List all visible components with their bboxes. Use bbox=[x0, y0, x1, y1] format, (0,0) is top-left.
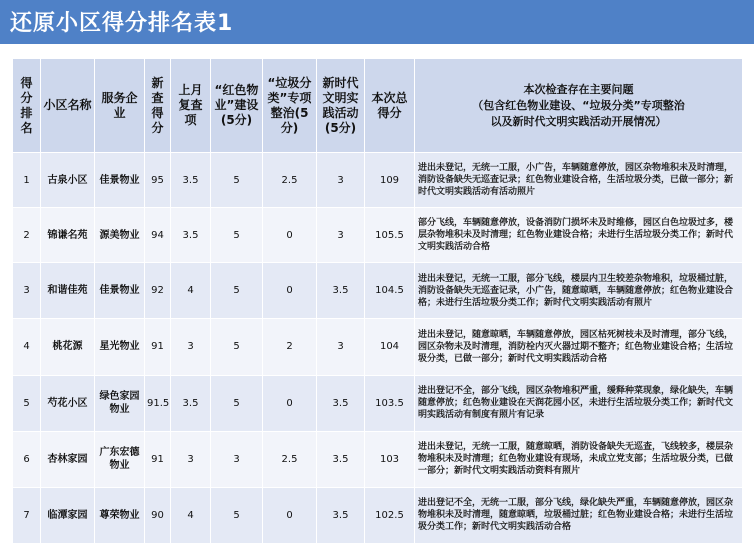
cell-issues: 进出登记不全，无统一工服，部分飞线，绿化缺失严重，车辆随意停放，园区杂物堆积未及时清理，随意晾晒，垃圾桶过脏；红色物业建设合格；未进行生活垃圾分类工作；新时代文明实践活动合格 bbox=[415, 487, 743, 543]
cell-name: 芍花小区 bbox=[41, 375, 95, 431]
cell-company: 星光物业 bbox=[95, 319, 145, 375]
cell-civilization: 3.5 bbox=[317, 263, 365, 319]
cell-total: 104.5 bbox=[365, 263, 415, 319]
cell-last-month: 3.5 bbox=[171, 153, 211, 208]
cell-total: 104 bbox=[365, 319, 415, 375]
cell-issues: 部分飞线，车辆随意停放，设备消防门损坏未及时维修，园区白色垃圾过多，楼层杂物堆积未及时清理；红色物业建设合格；未进行生活垃圾分类工作；新时代文明实践活动合格 bbox=[415, 208, 743, 263]
header-garbage: “垃圾分类”专项整治(5分) bbox=[263, 59, 317, 153]
header-issues-line1: 本次检查存在主要问题 bbox=[523, 82, 634, 96]
cell-total: 109 bbox=[365, 153, 415, 208]
cell-last-month: 3.5 bbox=[171, 375, 211, 431]
table-row bbox=[13, 319, 743, 375]
cell-new-score: 91 bbox=[145, 319, 171, 375]
cell-rank: 6 bbox=[13, 431, 41, 487]
cell-name: 桃花源 bbox=[41, 319, 95, 375]
cell-garbage: 2.5 bbox=[263, 431, 317, 487]
cell-garbage: 2 bbox=[263, 319, 317, 375]
cell-company: 绿色家园物业 bbox=[95, 375, 145, 431]
cell-new-score: 92 bbox=[145, 263, 171, 319]
cell-name: 古泉小区 bbox=[41, 153, 95, 208]
cell-rank: 2 bbox=[13, 208, 41, 263]
cell-garbage: 0 bbox=[263, 375, 317, 431]
cell-red-property: 3 bbox=[211, 431, 263, 487]
cell-civilization: 3.5 bbox=[317, 487, 365, 543]
title-bar bbox=[0, 0, 754, 44]
cell-last-month: 3.5 bbox=[171, 208, 211, 263]
page-title: 还原小区得分排名表1 bbox=[10, 11, 234, 36]
header-issues-line3: 以及新时代文明实践活动开展情况） bbox=[490, 114, 667, 128]
cell-garbage: 0 bbox=[263, 263, 317, 319]
header-red-property: “红色物业”建设(5分) bbox=[211, 59, 263, 153]
cell-name: 锦谦名苑 bbox=[41, 208, 95, 263]
cell-name: 杏林家园 bbox=[41, 431, 95, 487]
cell-civilization: 3 bbox=[317, 153, 365, 208]
table-row bbox=[13, 487, 743, 543]
cell-last-month: 4 bbox=[171, 263, 211, 319]
cell-rank: 1 bbox=[13, 153, 41, 208]
table-row bbox=[13, 153, 743, 208]
header-row bbox=[13, 59, 743, 153]
header-last-month: 上月复查项 bbox=[171, 59, 211, 153]
cell-total: 103.5 bbox=[365, 375, 415, 431]
table-row bbox=[13, 263, 743, 319]
header-name: 小区名称 bbox=[41, 59, 95, 153]
cell-company: 佳景物业 bbox=[95, 263, 145, 319]
cell-garbage: 0 bbox=[263, 487, 317, 543]
cell-company: 佳景物业 bbox=[95, 153, 145, 208]
cell-new-score: 91 bbox=[145, 431, 171, 487]
cell-rank: 5 bbox=[13, 375, 41, 431]
cell-new-score: 90 bbox=[145, 487, 171, 543]
cell-garbage: 2.5 bbox=[263, 153, 317, 208]
header-total: 本次总得分 bbox=[365, 59, 415, 153]
cell-garbage: 0 bbox=[263, 208, 317, 263]
cell-last-month: 3 bbox=[171, 319, 211, 375]
cell-civilization: 3.5 bbox=[317, 375, 365, 431]
cell-rank: 3 bbox=[13, 263, 41, 319]
cell-issues: 进出未登记，无统一工服，随意晾晒，消防设备缺失无巡查，飞线较多，楼层杂物堆积未及时清理；红色物业建设有现场，未成立党支部；生活垃圾分类，已做一部分；新时代文明实践活动资料有照片 bbox=[415, 431, 743, 487]
cell-new-score: 94 bbox=[145, 208, 171, 263]
cell-new-score: 91.5 bbox=[145, 375, 171, 431]
table-row bbox=[13, 208, 743, 263]
cell-issues: 进出未登记，随意晾晒，车辆随意停放，园区枯死树枝未及时清理，部分飞线，园区杂物未及时清理，消防栓内灭火器过期不整齐；红色物业建设合格；生活垃圾分类，已做一部分；新时代文明实践活动合格 bbox=[415, 319, 743, 375]
cell-last-month: 3 bbox=[171, 431, 211, 487]
table-row bbox=[13, 375, 743, 431]
cell-name: 临潭家园 bbox=[41, 487, 95, 543]
cell-red-property: 5 bbox=[211, 375, 263, 431]
cell-civilization: 3 bbox=[317, 208, 365, 263]
header-issues bbox=[415, 59, 743, 153]
header-civilization: 新时代文明实践活动(5分) bbox=[317, 59, 365, 153]
cell-company: 源美物业 bbox=[95, 208, 145, 263]
ranking-table bbox=[12, 58, 743, 544]
cell-red-property: 5 bbox=[211, 487, 263, 543]
header-new-score: 新查得分 bbox=[145, 59, 171, 153]
cell-company: 广东宏德物业 bbox=[95, 431, 145, 487]
cell-red-property: 5 bbox=[211, 263, 263, 319]
cell-red-property: 5 bbox=[211, 153, 263, 208]
table-row bbox=[13, 431, 743, 487]
cell-last-month: 4 bbox=[171, 487, 211, 543]
cell-total: 105.5 bbox=[365, 208, 415, 263]
cell-red-property: 5 bbox=[211, 208, 263, 263]
cell-rank: 7 bbox=[13, 487, 41, 543]
cell-company: 尊荣物业 bbox=[95, 487, 145, 543]
cell-red-property: 5 bbox=[211, 319, 263, 375]
cell-civilization: 3.5 bbox=[317, 431, 365, 487]
cell-civilization: 3 bbox=[317, 319, 365, 375]
cell-name: 和谐佳苑 bbox=[41, 263, 95, 319]
cell-rank: 4 bbox=[13, 319, 41, 375]
cell-issues: 进出未登记，无统一工服，小广告，车辆随意停放，园区杂物堆积未及时清理，消防设备缺失无巡查记录；红色物业建设合格，生活垃圾分类，已做一部分；新时代文明实践活动有活动照片 bbox=[415, 153, 743, 208]
header-rank: 得分排名 bbox=[13, 59, 41, 153]
cell-total: 103 bbox=[365, 431, 415, 487]
header-company: 服务企业 bbox=[95, 59, 145, 153]
cell-new-score: 95 bbox=[145, 153, 171, 208]
cell-issues: 进出未登记，无统一工服，部分飞线，楼层内卫生较差杂物堆积，垃圾桶过脏，消防设备缺失无巡查记录，小广告，随意晾晒，车辆随意停放；红色物业建设合格；未进行生活垃圾分类工作；新时代文明实践活动有照片 bbox=[415, 263, 743, 319]
cell-total: 102.5 bbox=[365, 487, 415, 543]
header-issues-line2: （包含红色物业建设、“垃圾分类”专项整治 bbox=[472, 98, 685, 112]
cell-issues: 进出登记不全，部分飞线，园区杂物堆积严重，缓释种菜现象，绿化缺失，车辆随意停放；红色物业建设在天润花园小区，未进行生活垃圾分类工作；新时代文明实践活动有制度有照片有记录 bbox=[415, 375, 743, 431]
